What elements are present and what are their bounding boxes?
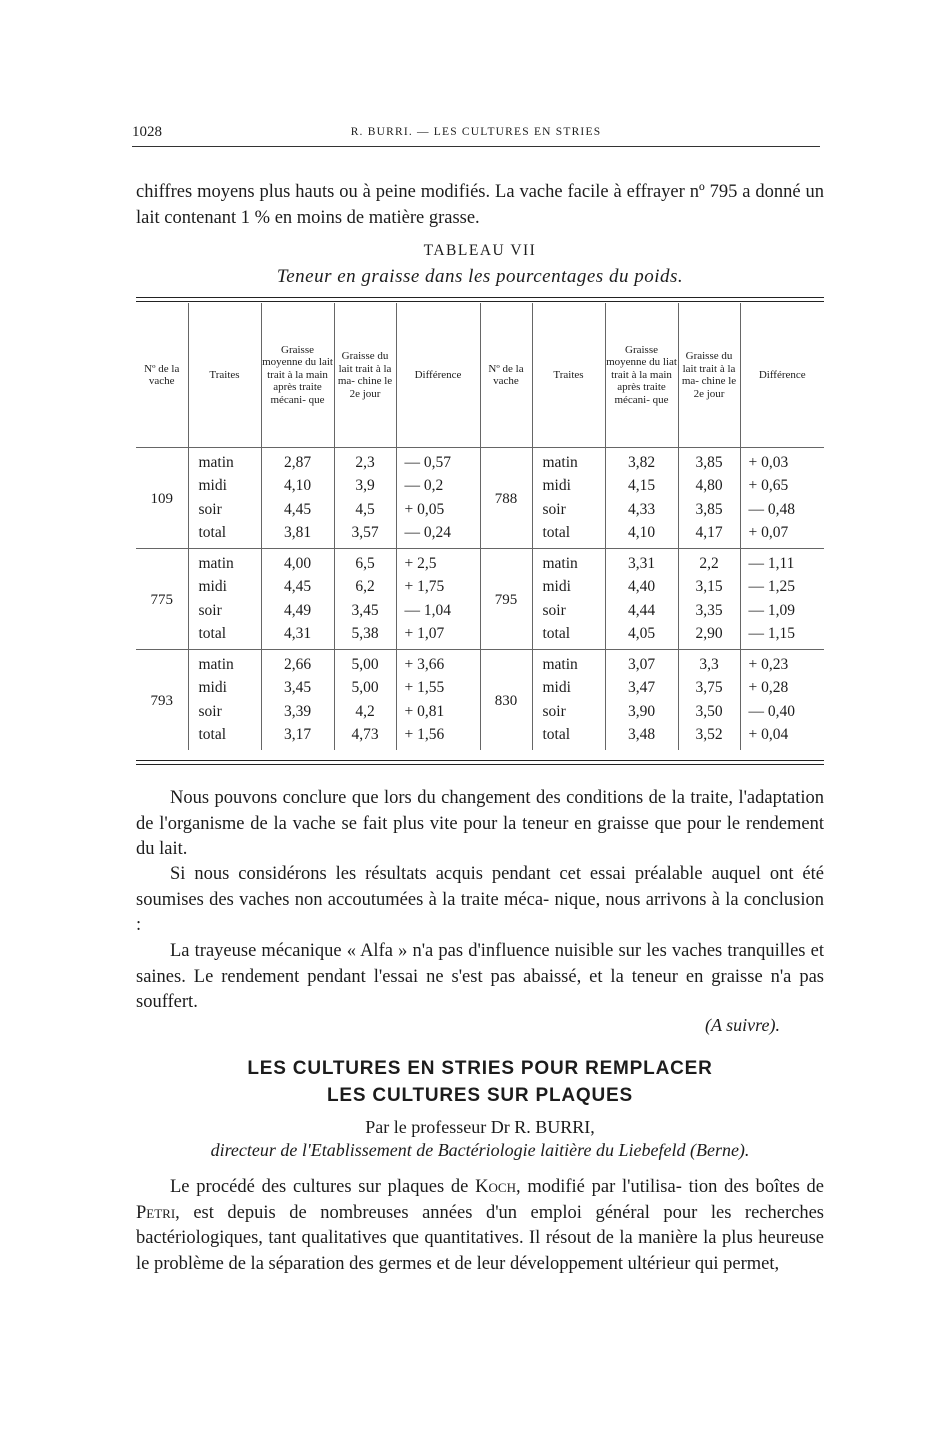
traite-cell: midi [188,677,261,701]
traite-cell: midi [532,677,605,701]
machine-fat-cell: 4,80 [678,475,740,499]
header-cow-number: Nº de la vache [480,303,532,448]
article-byline: Par le professeur Dr R. BURRI, [365,1117,595,1137]
hand-fat-cell: 3,82 [605,448,678,475]
traite-cell: soir [532,700,605,724]
difference-cell: + 0,04 [748,726,789,744]
traite-cell: matin [532,448,605,475]
cow-group [136,549,824,650]
difference-cell: + 0,23 [748,655,789,673]
machine-fat-cell: 5,00 [334,650,396,677]
machine-fat-cell: 5,38 [334,623,396,650]
hand-fat-cell: 3,47 [605,677,678,701]
difference-cell: — 1,15 [748,625,795,643]
difference-cell: — 1,09 [748,601,795,619]
hand-fat-cell: 3,90 [605,700,678,724]
running-header [132,124,820,147]
traite-cell: midi [532,576,605,600]
hand-fat-cell: 4,10 [605,522,678,549]
hand-fat-cell: 3,45 [261,677,334,701]
machine-fat-cell: 3,35 [678,599,740,623]
difference-cell: — 0,24 [396,522,480,549]
header-difference: Différence [396,303,480,448]
cow-group [136,650,824,751]
difference-cell: + 1,56 [396,724,480,751]
machine-fat-cell: 3,85 [678,498,740,522]
cow-group [136,448,824,549]
header-hand-fat: Graisse moyenne du lait trait à la main après traite mécani- que [261,303,334,448]
traite-cell: total [188,522,261,549]
author-name-petri: Petri [136,1202,176,1223]
difference-cell: — 0,48 [748,500,795,518]
machine-fat-cell: 6,5 [334,549,396,576]
machine-fat-cell: 4,73 [334,724,396,751]
difference-cell: + 1,55 [396,677,480,701]
machine-fat-cell: 6,2 [334,576,396,600]
machine-fat-cell: 3,75 [678,677,740,701]
table-row [136,448,824,475]
difference-cell: + 1,75 [396,576,480,600]
cow-number-cell: 109 [136,448,188,549]
difference-cell: + 0,65 [748,477,789,495]
traite-cell: soir [532,498,605,522]
traite-cell: matin [188,650,261,677]
header-machine-fat: Graisse du lait trait à la ma- chine le 2e jour [334,303,396,448]
intro-paragraph: chiffres moyens plus hauts ou à peine modifiés. La vache facile à effrayer nº 795 a donné un lait contenant 1 % en moins de matière grasse. [136,182,824,228]
machine-fat-cell: 3,52 [678,724,740,751]
machine-fat-cell: 4,5 [334,498,396,522]
article-title-line2: LES CULTURES SUR PLAQUES [327,1085,633,1106]
traite-cell: total [532,623,605,650]
fat-content-table [136,303,824,750]
table-top-rule [136,297,824,302]
body-paragraph: La trayeuse mécanique « Alfa » n'a pas d'influence nuisible sur les vaches tranquilles et saines. Le rendement pendant l'essai ne s'est pas abaissé, et la teneur en graisse n'a pas souffert. [136,941,824,1012]
traite-cell: soir [188,700,261,724]
hand-fat-cell: 3,81 [261,522,334,549]
difference-cell: + 0,81 [396,700,480,724]
machine-fat-cell: 3,15 [678,576,740,600]
hand-fat-cell: 4,05 [605,623,678,650]
difference-cell: + 0,28 [748,679,789,697]
machine-fat-cell: 3,45 [334,599,396,623]
body-paragraph: Nous pouvons conclure que lors du changement des conditions de la traite, l'adaptation de l'organisme de la vache se fait plus vite pour la teneur en graisse que pour le rendement du lait. [136,788,824,859]
author-name-koch: Koch [475,1177,516,1197]
hand-fat-cell: 4,33 [605,498,678,522]
difference-cell: + 0,07 [748,524,789,542]
article-first-paragraph [136,1175,824,1277]
header-difference: Différence [758,368,806,381]
text-run: , est depuis de nombreuses années d'un emploi général pour les recherches bactériologiques, tant qualitatives que quantitatives. Il résout de la manière la plus heureuse le problème de la séparation des germes et de leur développement ultérieur qui permet, [136,1202,824,1274]
header-traites: Traites [532,303,605,448]
table-caption: Teneur en graisse dans les pourcentages du poids. [276,266,684,287]
hand-fat-cell: 4,15 [605,475,678,499]
machine-fat-cell: 3,3 [678,650,740,677]
traite-cell: soir [532,599,605,623]
machine-fat-cell: 3,50 [678,700,740,724]
table-row [136,650,824,677]
traite-cell: midi [532,475,605,499]
machine-fat-cell: 5,00 [334,677,396,701]
traite-cell: matin [188,448,261,475]
traite-cell: soir [188,599,261,623]
machine-fat-cell: 3,85 [678,448,740,475]
to-be-continued: (A suivre). [705,1015,780,1035]
header-machine-fat: Graisse du lait trait à la ma- chine le 2e jour [678,303,740,448]
hand-fat-cell: 4,49 [261,599,334,623]
article-affiliation: directeur de l'Etablissement de Bactériologie laitière du Liebefeld (Berne). [210,1140,750,1160]
machine-fat-cell: 4,17 [678,522,740,549]
body-paragraph: Si nous considérons les résultats acquis pendant cet essai préalable auquel ont été soumises des vaches non accoutumées à la traite méca- nique, nous arrivons à la conclusion : [136,864,824,935]
hand-fat-cell: 3,17 [261,724,334,751]
traite-cell: total [532,724,605,751]
difference-cell: — 0,2 [396,475,480,499]
hand-fat-cell: 2,66 [261,650,334,677]
difference-cell: — 1,25 [748,578,795,596]
traite-cell: matin [532,549,605,576]
traite-cell: soir [188,498,261,522]
hand-fat-cell: 4,00 [261,549,334,576]
text-run: Le procédé des cultures sur plaques de [170,1177,476,1197]
page-number: 1028 [132,124,162,140]
text-run: , modifié par l'utilisa- tion des boîtes de [515,1177,824,1197]
hand-fat-cell: 4,45 [261,576,334,600]
machine-fat-cell: 3,57 [334,522,396,549]
difference-cell: — 0,40 [748,702,795,720]
header-traites: Traites [188,303,261,448]
hand-fat-cell: 4,40 [605,576,678,600]
hand-fat-cell: 3,39 [261,700,334,724]
cow-number-cell: 788 [480,448,532,549]
traite-cell: midi [188,475,261,499]
running-title: R. BURRI. — LES CULTURES EN STRIES [350,126,602,138]
difference-cell: — 0,57 [396,448,480,475]
traite-cell: total [188,623,261,650]
hand-fat-cell: 4,31 [261,623,334,650]
hand-fat-cell: 3,48 [605,724,678,751]
table-header-row [136,303,824,448]
difference-cell: + 3,66 [396,650,480,677]
traite-cell: midi [188,576,261,600]
machine-fat-cell: 3,9 [334,475,396,499]
hand-fat-cell: 3,31 [605,549,678,576]
traite-cell: total [188,724,261,751]
machine-fat-cell: 2,3 [334,448,396,475]
hand-fat-cell: 4,44 [605,599,678,623]
hand-fat-cell: 4,10 [261,475,334,499]
traite-cell: total [532,522,605,549]
hand-fat-cell: 4,45 [261,498,334,522]
machine-fat-cell: 2,90 [678,623,740,650]
difference-cell: + 0,05 [396,498,480,522]
table-title: TABLEAU VII [423,242,537,259]
header-cow-number: Nº de la vache [136,303,188,448]
difference-cell: + 0,03 [748,453,789,471]
hand-fat-cell: 2,87 [261,448,334,475]
article-title-line1: LES CULTURES EN STRIES POUR REMPLACER [247,1058,713,1079]
machine-fat-cell: 4,2 [334,700,396,724]
traite-cell: matin [532,650,605,677]
difference-cell: + 2,5 [396,549,480,576]
cow-number-cell: 775 [136,549,188,650]
header-hand-fat: Graisse moyenne du liat trait à la main après traite mécani- que [605,303,678,448]
difference-cell: + 1,07 [396,623,480,650]
difference-cell: — 1,11 [748,554,795,572]
table-bottom-rule [136,760,824,765]
difference-cell: — 1,04 [396,599,480,623]
traite-cell: matin [188,549,261,576]
hand-fat-cell: 3,07 [605,650,678,677]
cow-number-cell: 830 [480,650,532,751]
cow-number-cell: 793 [136,650,188,751]
table-row [136,549,824,576]
cow-number-cell: 795 [480,549,532,650]
machine-fat-cell: 2,2 [678,549,740,576]
